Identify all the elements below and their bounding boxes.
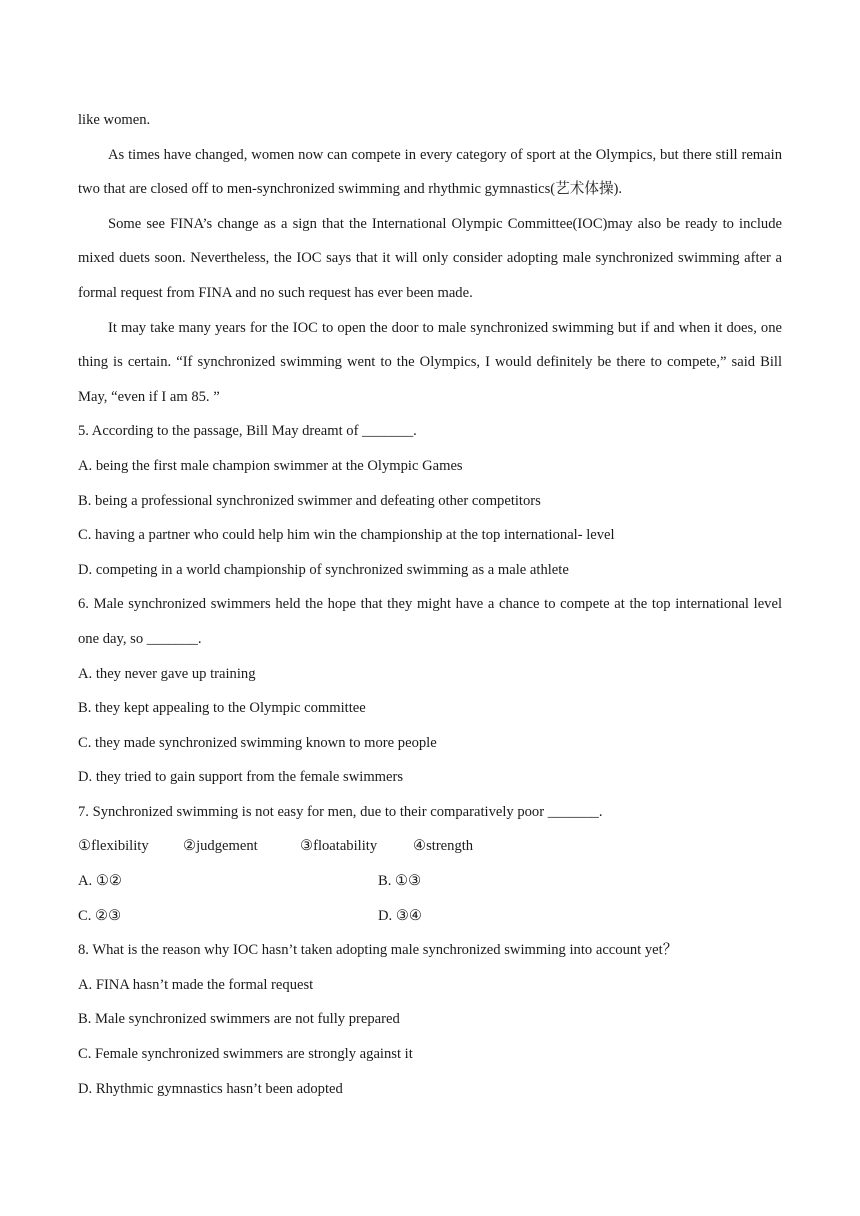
question-stem: 5. According to the passage, Bill May dreamt of _______.: [78, 423, 417, 440]
answer-option: B. they kept appealing to the Olympic committee: [78, 700, 366, 717]
passage-paragraph: Some see FINA’s change as a sign that the International Olympic Committee(IOC)may also be ready to include mixed duets soon. Nevertheless, the IOC says that it will only consider adopting male synchronized swimming after a formal request from FINA and no such request has ever been made.: [78, 215, 782, 301]
answer-option: C. ②③: [78, 907, 122, 924]
numbered-choice: ②judgement: [183, 838, 258, 855]
option-row: [78, 864, 782, 899]
numbered-choice: ③floatability: [300, 838, 378, 855]
document-page: [78, 103, 782, 1106]
passage-paragraph: As times have changed, women now can compete in every category of sport at the Olympics, but there still remain two that are closed off to men-synchronized swimming and rhythmic gymnastics(艺术体操).: [78, 146, 782, 198]
passage-paragraph: It may take many years for the IOC to open the door to male synchronized swimming but if and when it does, one thing is certain. “If synchronized swimming went to the Olympics, I would definitely be there to compete,” said Bill May, “even if I am 85. ”: [78, 319, 782, 405]
question-8: [78, 933, 782, 1106]
passage-fragment: like women.: [78, 112, 151, 128]
answer-option: A. ①②: [78, 873, 123, 890]
answer-option: B. ①③: [378, 873, 422, 890]
numbered-choice: ①flexibility: [78, 838, 149, 855]
question-6: [78, 587, 782, 795]
question-5: [78, 414, 782, 587]
question-7: [78, 795, 782, 933]
answer-option: D. competing in a world championship of synchronized swimming as a male athlete: [78, 561, 569, 578]
answer-option: C. having a partner who could help him win the championship at the top international- level: [78, 527, 615, 544]
numbered-choice: ④strength: [413, 838, 474, 855]
answer-option: D. ③④: [378, 907, 423, 924]
answer-option: B. being a professional synchronized swimmer and defeating other competitors: [78, 492, 541, 509]
answer-option: C. Female synchronized swimmers are strongly against it: [78, 1046, 413, 1063]
answer-option: A. they never gave up training: [78, 665, 256, 682]
numbered-choices: [78, 829, 782, 864]
answer-option: A. FINA hasn’t made the formal request: [78, 976, 314, 993]
question-stem: 8. What is the reason why IOC hasn’t taken adopting male synchronized swimming into account yet？: [78, 942, 678, 959]
answer-option: D. Rhythmic gymnastics hasn’t been adopted: [78, 1080, 343, 1097]
answer-option: A. being the first male champion swimmer at the Olympic Games: [78, 457, 463, 474]
question-stem: 7. Synchronized swimming is not easy for men, due to their comparatively poor _______.: [78, 803, 603, 820]
question-stem: 6. Male synchronized swimmers held the hope that they might have a chance to compete at the top international level one day, so _______.: [78, 596, 782, 647]
option-row: [78, 899, 782, 934]
answer-option: D. they tried to gain support from the female swimmers: [78, 769, 404, 786]
answer-option: C. they made synchronized swimming known to more people: [78, 734, 437, 751]
answer-option: B. Male synchronized swimmers are not fully prepared: [78, 1011, 400, 1028]
